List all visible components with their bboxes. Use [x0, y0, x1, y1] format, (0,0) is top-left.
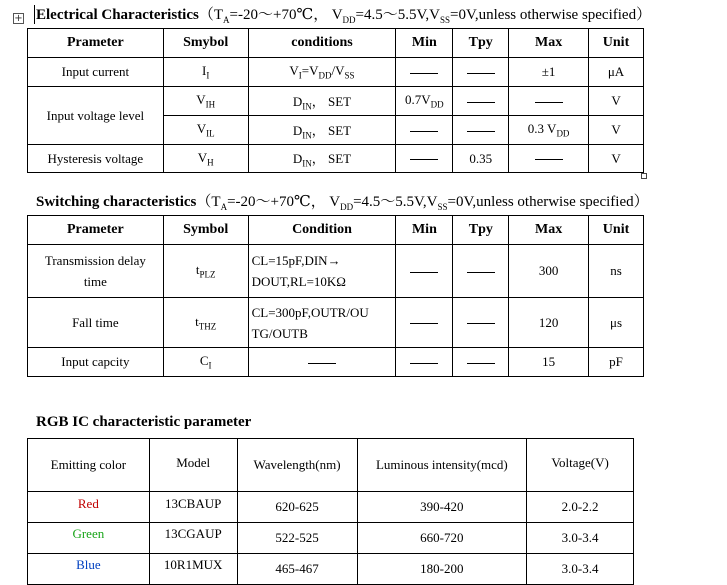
model-cell: 13CBAUP	[149, 492, 237, 523]
unit-cell: pF	[589, 348, 644, 377]
param-cell: Input capcity	[28, 348, 164, 377]
typ-cell	[453, 116, 509, 145]
symbol-cell: $t_{THZ}$	[163, 298, 248, 348]
luminous-cell: 180-200	[357, 554, 527, 585]
table-move-handle-icon[interactable]: +	[14, 13, 23, 24]
header-conditions: conditions	[248, 29, 396, 58]
max-cell	[509, 87, 589, 116]
header-emitting-color: Emitting color	[28, 439, 150, 492]
header-unit: Unit	[589, 29, 644, 58]
text-cursor	[34, 5, 35, 24]
header-typ: Tpy	[453, 29, 509, 58]
symbol-cell: $V_H$	[163, 145, 248, 173]
unit-cell: V	[589, 87, 644, 116]
color-cell-red: Red	[28, 492, 150, 523]
wavelength-cell: 465-467	[237, 554, 357, 585]
typ-cell	[453, 348, 509, 377]
electrical-characteristics-table	[27, 28, 644, 173]
condition-cell: $V_I=V_{DD}/V_{SS}$	[248, 58, 396, 87]
condition-cell	[248, 348, 396, 377]
symbol-cell: $I_I$	[163, 58, 248, 87]
max-cell: 0.3 $V_{DD}$	[509, 116, 589, 145]
header-wavelength: Wavelength(nm)	[237, 439, 357, 492]
condition-cell: $D_{IN}$， SET	[248, 87, 396, 116]
table-row	[28, 492, 634, 523]
header-max: Max	[509, 216, 589, 245]
header-symbol: Symbol	[163, 216, 248, 245]
param-cell: Input voltage level	[28, 87, 164, 145]
symbol-cell: $C_I$	[163, 348, 248, 377]
typ-cell	[453, 298, 509, 348]
table-row	[28, 245, 644, 298]
min-cell	[396, 298, 453, 348]
condition-cell: $D_{IN}$， SET	[248, 145, 396, 173]
condition-cell: $D_{IN}$， SET	[248, 116, 396, 145]
unit-cell: V	[589, 116, 644, 145]
table-row	[28, 58, 644, 87]
switching-characteristics-title: Switching $characteristics(T_A=-20\sim+70℃$， $V_{DD}=4.5\sim 5.5V,V_{SS}=0V,unless$ otherwise specified）	[36, 194, 649, 212]
min-cell	[396, 116, 453, 145]
color-cell-green: Green	[28, 523, 150, 554]
table-header-row	[28, 216, 644, 245]
max-cell	[509, 145, 589, 173]
luminous-cell: 390-420	[357, 492, 527, 523]
switching-title-conditions: （$T_A=-20\sim+70℃$， $V_{DD}=4.5\sim 5.5V,V_{SS}=0V,unless$ otherwise specified）	[196, 194, 649, 212]
header-symbol: Smybol	[163, 29, 248, 58]
voltage-cell: 3.0-3.4	[527, 554, 634, 585]
table-header-row	[28, 439, 634, 492]
table-row	[28, 145, 644, 173]
max-cell: ±1	[509, 58, 589, 87]
typ-cell: 0.35	[453, 145, 509, 173]
table-row	[28, 554, 634, 585]
typ-cell	[453, 58, 509, 87]
condition-cell: CL=300pF,OUTR/OU TG/OUTB	[248, 298, 396, 348]
voltage-cell: 3.0-3.4	[527, 523, 634, 554]
header-model: Model	[149, 439, 237, 492]
header-max: Max	[509, 29, 589, 58]
max-cell: 120	[509, 298, 589, 348]
condition-cell: CL=15pF,DIN→ DOUT,RL=10KΩ	[248, 245, 396, 298]
header-min: Min	[396, 29, 453, 58]
table-row	[28, 348, 644, 377]
rgb-ic-title: RGB IC characteristic parameter	[36, 414, 252, 430]
min-cell	[396, 145, 453, 173]
header-parameter: Prameter	[28, 29, 164, 58]
unit-cell: V	[589, 145, 644, 173]
unit-cell: μA	[589, 58, 644, 87]
param-cell: Hysteresis voltage	[28, 145, 164, 173]
param-cell: Input current	[28, 58, 164, 87]
header-unit: Unit	[589, 216, 644, 245]
header-min: Min	[396, 216, 453, 245]
max-cell: 300	[509, 245, 589, 298]
electrical-characteristics-title: Electrical $Characteristics(T_A=-20\sim+70℃$， $V_{DD}=4.5\sim 5.5V,V_{SS}=0V,unless$ otherwise specified）	[36, 7, 652, 25]
param-cell: Transmission delay time	[28, 245, 164, 298]
header-condition: Condition	[248, 216, 396, 245]
min-cell	[396, 58, 453, 87]
min-cell: $0.7V_{DD}$	[396, 87, 453, 116]
table-row	[28, 87, 644, 116]
switching-characteristics-table	[27, 215, 644, 377]
table-resize-handle[interactable]	[641, 173, 647, 179]
model-cell: 13CGAUP	[149, 523, 237, 554]
electrical-title-conditions: （$T_A=-20\sim+70℃$， $V_{DD}=4.5\sim 5.5V,V_{SS}=0V,unless$ otherwise specified）	[198, 7, 652, 25]
voltage-cell: 2.0-2.2	[527, 492, 634, 523]
rgb-ic-parameter-table	[27, 438, 634, 585]
max-cell: 15	[509, 348, 589, 377]
typ-cell	[453, 87, 509, 116]
symbol-cell: $V_{IL}$	[163, 116, 248, 145]
typ-cell	[453, 245, 509, 298]
table-row	[28, 298, 644, 348]
luminous-cell: 660-720	[357, 523, 527, 554]
min-cell	[396, 348, 453, 377]
wavelength-cell: 620-625	[237, 492, 357, 523]
wavelength-cell: 522-525	[237, 523, 357, 554]
table-row	[28, 523, 634, 554]
min-cell	[396, 245, 453, 298]
symbol-cell: $t_{PLZ}$	[163, 245, 248, 298]
color-cell-blue: Blue	[28, 554, 150, 585]
symbol-cell: $V_{IH}$	[163, 87, 248, 116]
model-cell: 10R1MUX	[149, 554, 237, 585]
header-typ: Tpy	[453, 216, 509, 245]
unit-cell: ns	[589, 245, 644, 298]
param-cell: Fall time	[28, 298, 164, 348]
header-voltage: Voltage(V)	[527, 439, 634, 492]
header-parameter: Prameter	[28, 216, 164, 245]
unit-cell: μs	[589, 298, 644, 348]
header-luminous-intensity: Luminous intensity(mcd)	[357, 439, 527, 492]
table-header-row	[28, 29, 644, 58]
